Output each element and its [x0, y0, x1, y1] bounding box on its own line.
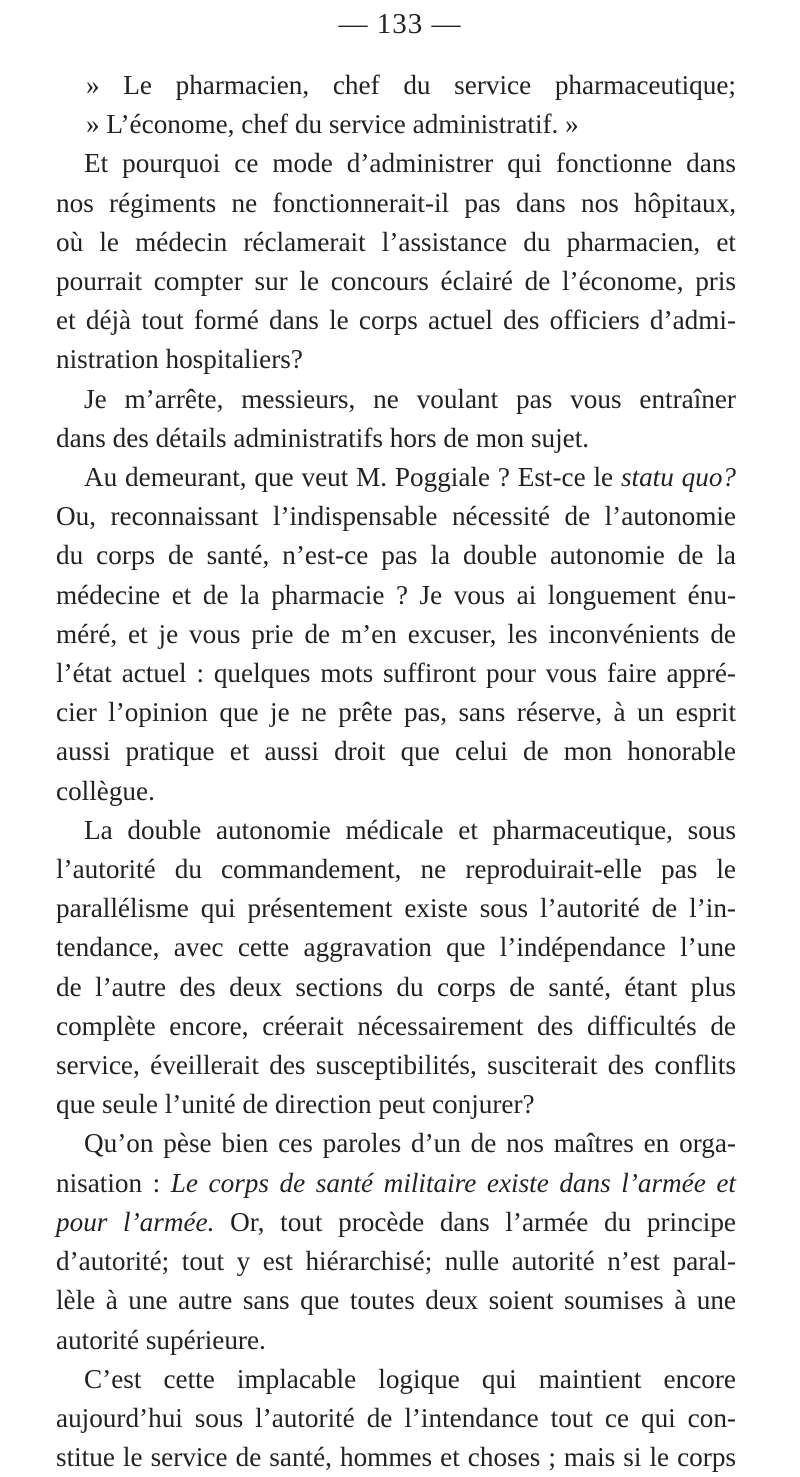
text-line: nisation : Le corps de santé militaire existe dans l’armée et	[56, 1167, 736, 1198]
text-line: Qu’on pèse bien ces paroles d’un de nos maîtres en orga-	[84, 1128, 736, 1159]
text-line: médecine et de la pharmacie ? Je vous ai longuement énu-	[56, 579, 736, 610]
text-line: méré, et je vous prie de m’en excuser, les inconvénients de	[56, 618, 736, 649]
text-line: aussi pratique et aussi droit que celui de mon honorable	[56, 736, 736, 767]
text-line: stitue le service de santé, hommes et choses ; mais si le corps	[56, 1442, 736, 1473]
text-line: autorité supérieure.	[56, 1324, 266, 1355]
text-line: de l’autre des deux sections du corps de santé, étant plus	[56, 971, 736, 1002]
text-line: C’est cette implacable logique qui maintient encore	[84, 1363, 736, 1394]
text-line: et déjà tout formé dans le corps actuel des officiers d’admi-	[56, 305, 736, 336]
italic-phrase: pour l’armée.	[56, 1206, 215, 1237]
text-line: où le médecin réclamerait l’assistance du pharmacien, et	[56, 226, 736, 257]
text-line: La double autonomie médicale et pharmaceutique, sous	[84, 814, 736, 845]
text-line: l’état actuel : quelques mots suffiront pour vous faire appré-	[56, 658, 736, 689]
text-line: cier l’opinion que je ne prête pas, sans réserve, à un esprit	[56, 697, 736, 728]
text-line: collègue.	[56, 775, 155, 806]
italic-phrase: Le corps de santé militaire existe dans l’armée et	[170, 1167, 736, 1198]
text-line: Au demeurant, que veut M. Poggiale ? Est-ce le statu quo?	[84, 462, 737, 493]
text-line: que seule l’unité de direction peut conjurer?	[56, 1089, 535, 1120]
text-line: Je m’arrête, messieurs, ne voulant pas vous entraîner	[84, 383, 736, 414]
text-line: aujourd’hui sous l’autorité de l’intendance tout ce qui con-	[56, 1402, 736, 1433]
text-line: du corps de santé, n’est-ce pas la double autonomie de la	[56, 540, 736, 571]
text-line: nistration hospitaliers?	[56, 344, 303, 375]
text-line: tendance, avec cette aggravation que l’indépendance l’une	[56, 932, 736, 963]
text-line: d’autorité; tout y est hiérarchisé; nulle autorité n’est paral-	[56, 1246, 736, 1277]
text-line: » Le pharmacien, chef du service pharmaceutique;	[86, 70, 736, 100]
text-line: Ou, reconnaissant l’indispensable nécessité de l’autonomie	[56, 501, 736, 532]
text-line: Et pourquoi ce mode d’administrer qui fonctionne dans	[84, 148, 736, 179]
text-line: dans des détails administratifs hors de mon sujet.	[56, 422, 590, 453]
text-line: service, éveillerait des susceptibilités, susciterait des conflits	[56, 1050, 736, 1081]
body-text	[56, 66, 736, 1477]
text-line: nos régiments ne fonctionnerait-il pas dans nos hôpitaux,	[56, 187, 736, 218]
text-line: complète encore, créerait nécessairement des difficultés de	[56, 1010, 736, 1041]
text-line: parallélisme qui présentement existe sous l’autorité de l’in-	[56, 893, 736, 924]
text-line: » L’économe, chef du service administratif. »	[86, 109, 579, 140]
text-line: lèle à une autre sans que toutes deux soient soumises à une	[56, 1285, 736, 1316]
text-line: pourrait compter sur le concours éclairé de l’économe, pris	[56, 266, 736, 297]
text-line: pour l’armée. Or, tout procède dans l’armée du principe	[56, 1206, 736, 1237]
page-number: — 133 —	[338, 8, 462, 40]
italic-phrase: statu quo?	[620, 462, 737, 493]
text-line: l’autorité du commandement, ne reproduirait-elle pas le	[56, 854, 736, 885]
